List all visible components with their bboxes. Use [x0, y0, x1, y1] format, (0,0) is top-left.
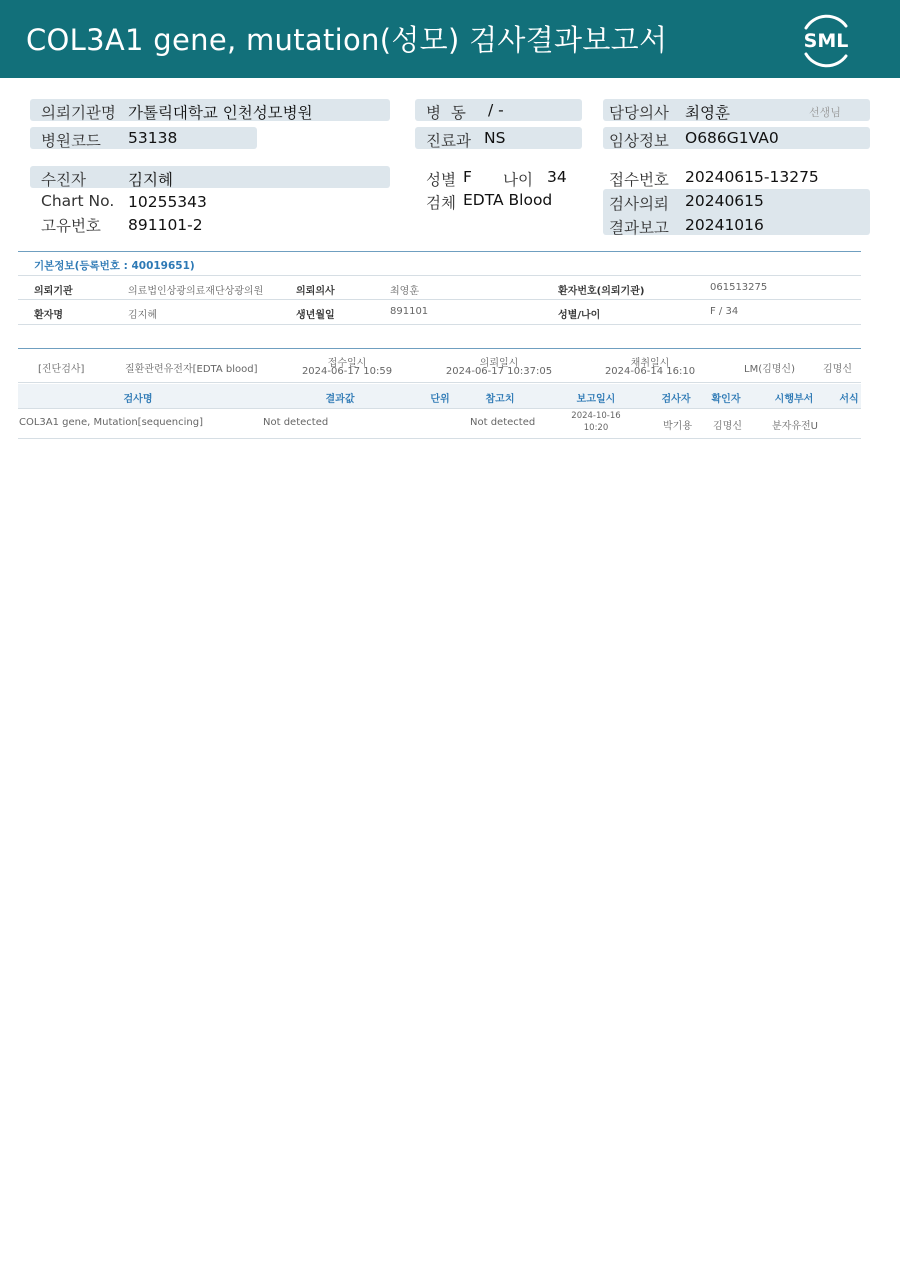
collected-label: 채취일시: [630, 358, 670, 369]
row-dept: 분자유전U: [772, 421, 818, 432]
basic-sexage-label: 성별/나이: [558, 310, 601, 321]
col-test-name: 검사명: [123, 394, 153, 405]
institution-label: 의뢰기관명: [41, 104, 116, 122]
request-label: 검사의뢰: [609, 195, 669, 213]
basic-patient-label: 환자명: [34, 310, 63, 321]
row-confirmer: 김명신: [713, 421, 742, 432]
row-result: Not detected: [263, 417, 329, 428]
col-report-date: 보고일시: [576, 394, 616, 405]
report-title: COL3A1 gene, mutation(성모) 검사결과보고서: [26, 23, 668, 57]
clinical-label: 임상정보: [609, 132, 669, 150]
patient-label: 수진자: [41, 171, 86, 189]
sex-label: 성별: [426, 171, 456, 189]
row-reference: Not detected: [470, 417, 536, 428]
received-value: 2024-06-17 10:59: [301, 366, 393, 377]
doctor-suffix: 선생님: [809, 106, 841, 119]
reception-label: 접수번호: [609, 171, 669, 189]
basic-birth-label: 생년월일: [296, 310, 335, 321]
test-info-top-line: [18, 348, 861, 349]
row-tester: 박기용: [663, 421, 692, 432]
sml-logo-icon: [798, 12, 854, 68]
chart-value: 10255343: [128, 193, 207, 211]
sex-value: F: [463, 168, 472, 186]
report-label: 결과보고: [609, 219, 669, 237]
institution-value: 가톨릭대학교 인천성모병원: [128, 104, 313, 122]
specimen-value: EDTA Blood: [463, 191, 553, 209]
basic-patient-value: 김지혜: [128, 310, 157, 321]
col-form: 서식: [839, 394, 859, 405]
test-group: 질환관련유전자[EDTA blood]: [125, 364, 258, 375]
ward-label: 병 동: [426, 104, 466, 122]
report-header: [0, 0, 900, 78]
test-category: [진단검사]: [38, 364, 85, 375]
row-report-date: 2024-10-16: [571, 411, 621, 421]
dept-value: NS: [484, 129, 506, 147]
unique-value: 891101-2: [128, 216, 203, 234]
hospital-code-label: 병원코드: [41, 132, 101, 150]
col-result: 결과값: [325, 394, 355, 405]
ward-value: / -: [488, 101, 504, 119]
received-label: 접수일시: [327, 358, 367, 369]
results-bottom-line: [18, 438, 861, 439]
basic-patient-no-value: 061513275: [710, 282, 768, 293]
col-reference: 참고치: [485, 394, 515, 405]
results-header-line: [18, 408, 861, 409]
basic-doctor-value: 최영훈: [390, 286, 419, 297]
age-label: 나이: [503, 171, 533, 189]
hospital-code-value: 53138: [128, 129, 178, 147]
requested-value: 2024-06-17 10:37:05: [445, 366, 553, 377]
clinical-value: O686G1VA0: [685, 129, 779, 147]
col-unit: 단위: [430, 394, 450, 405]
doctor-value: 최영훈: [685, 104, 730, 122]
patient-value: 김지혜: [128, 171, 173, 189]
age-value: 34: [547, 168, 567, 186]
row-test-name: COL3A1 gene, Mutation[sequencing]: [19, 417, 203, 428]
row-report-time: 10:20: [583, 423, 609, 433]
basic-info-line-1: [18, 275, 861, 276]
basic-info-line-2: [18, 299, 861, 300]
dept-label: 진료과: [426, 132, 471, 150]
lm-info: LM(김명신): [744, 364, 795, 375]
report-value: 20241016: [685, 216, 764, 234]
col-tester: 검사자: [661, 394, 691, 405]
unique-label: 고유번호: [41, 217, 101, 235]
col-dept: 시행부서: [774, 394, 814, 405]
lm-name: 김명신: [823, 364, 852, 375]
chart-label: Chart No.: [41, 192, 115, 210]
request-value: 20240615: [685, 192, 764, 210]
basic-sexage-value: F / 34: [710, 306, 739, 317]
reception-value: 20240615-13275: [685, 168, 819, 186]
basic-institution-value: 의료법인상광의료재단상광의원: [128, 286, 264, 297]
specimen-label: 검체: [426, 194, 456, 212]
basic-birth-value: 891101: [390, 306, 429, 317]
basic-info-top-line: [18, 251, 861, 252]
basic-info-line-3: [18, 324, 861, 325]
collected-value: 2024-06-14 16:10: [604, 366, 696, 377]
doctor-label: 담당의사: [609, 104, 669, 122]
requested-label: 의뢰일시: [479, 358, 519, 369]
test-info-line: [18, 382, 861, 383]
basic-doctor-label: 의뢰의사: [296, 286, 335, 297]
logo-text: SML: [803, 30, 849, 52]
basic-institution-label: 의뢰기관: [34, 286, 73, 297]
basic-patient-no-label: 환자번호(의뢰기관): [558, 286, 645, 297]
col-confirmer: 확인자: [711, 394, 741, 405]
basic-info-title: 기본정보(등록번호 : 40019651): [34, 260, 195, 272]
